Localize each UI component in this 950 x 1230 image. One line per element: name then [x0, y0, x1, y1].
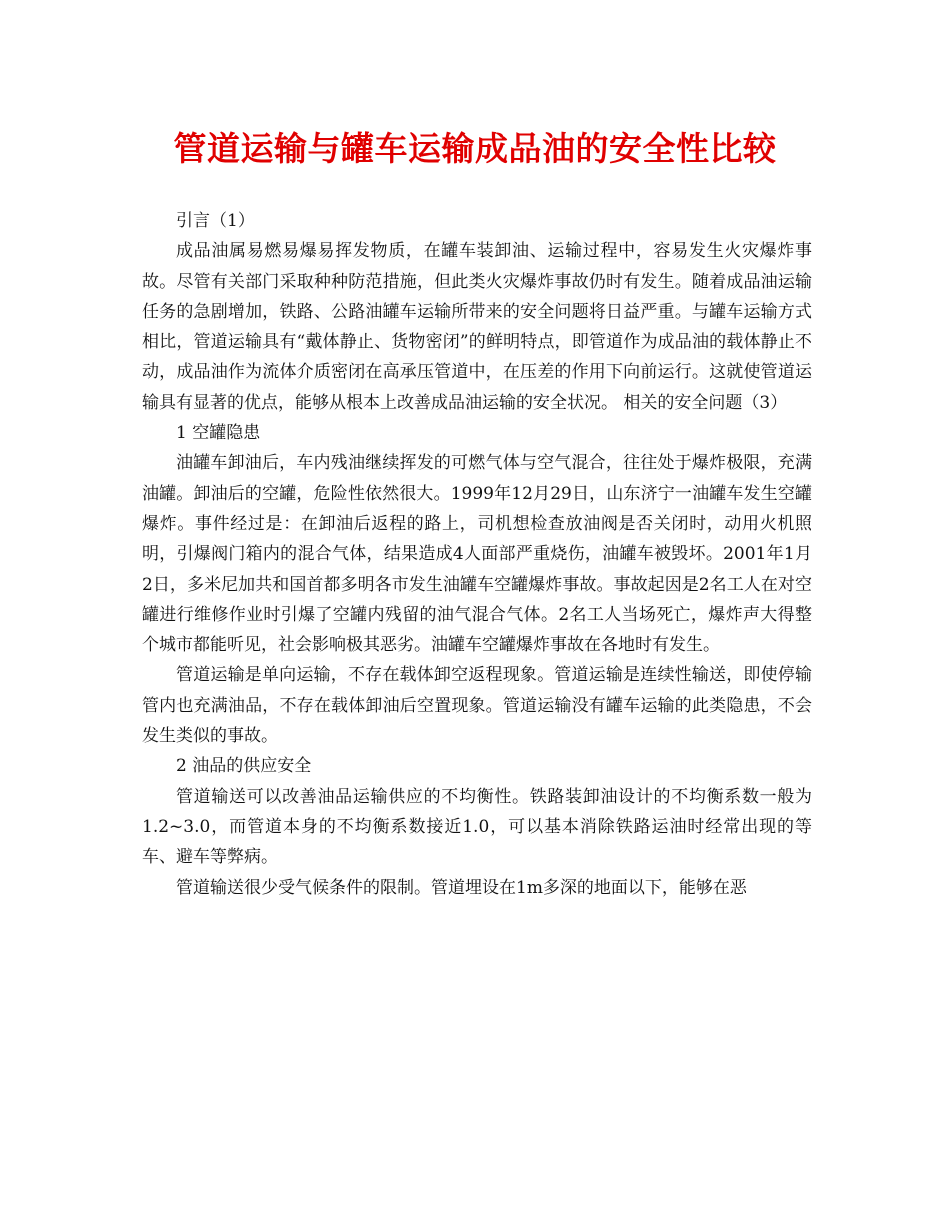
section-heading-empty-tank: 1 空罐隐患 — [176, 423, 261, 444]
paragraph-empty-tank: 油罐车卸油后，车内残油继续挥发的可燃气体与空气混合，往往处于爆炸极限，充满油罐。卸油后的空罐，危险性依然很大。1999年12月29日，山东济宁一油罐车发生空罐爆炸。事件经过是：在卸油后返程的路上，司机想检查放油阀是否关闭时，动用火机照明，引爆阀门箱内的混合气体，结果造成4人面部严重烧伤，油罐车被毁坏。2001年1月2日，多米尼加共和国首都多明各市发生油罐车空罐爆炸事故。事故起因是2名工人在对空罐进行维修作业时引爆了空罐内残留的油气混合气体。2名工人当场死亡，爆炸声大得整个城市都能听见，社会影响极其恶劣。油罐车空罐爆炸事故在各地时有发生。 — [142, 453, 812, 656]
paragraph-weather: 管道输送很少受气候条件的限制。管道埋设在1m多深的地面以下，能够在恶 — [176, 877, 747, 898]
paragraph-supply-balance: 管道输送可以改善油品运输供应的不均衡性。铁路装卸油设计的不均衡系数一般为1.2~3.0，而管道本身的不均衡系数接近1.0，可以基本消除铁路运油时经常出现的等车、避车等弊病。 — [142, 786, 812, 868]
section-heading-supply-safety: 2 油品的供应安全 — [176, 756, 312, 777]
paragraph-pipeline-one-way: 管道运输是单向运输，不存在载体卸空返程现象。管道运输是连续性输送，即使停输管内也充满油品，不存在载体卸油后空置现象。管道运输没有罐车运输的此类隐患，不会发生类似的事故。 — [142, 665, 812, 747]
paragraph-intro-heading: 引言（1） — [176, 211, 255, 231]
document-body — [142, 206, 812, 903]
document-title: 管道运输与罐车运输成品油的安全性比较 — [173, 129, 777, 168]
paragraph-intro: 成品油属易燃易爆易挥发物质，在罐车装卸油、运输过程中，容易发生火灾爆炸事故。尽管有关部门采取种种防范措施，但此类火灾爆炸事故仍时有发生。随着成品油运输任务的急剧增加，铁路、公路油罐车运输所带来的安全问题将日益严重。与罐车运输方式相比，管道运输具有“戴体静止、货物密闭”的鲜明特点，即管道作为成品油的载体静止不动，成品油作为流体介质密闭在高承压管道中，在压差的作用下向前运行。这就使管道运输具有显著的优点，能够从根本上改善成品油运输的安全状况。 相关的安全问题（3） — [142, 241, 812, 413]
